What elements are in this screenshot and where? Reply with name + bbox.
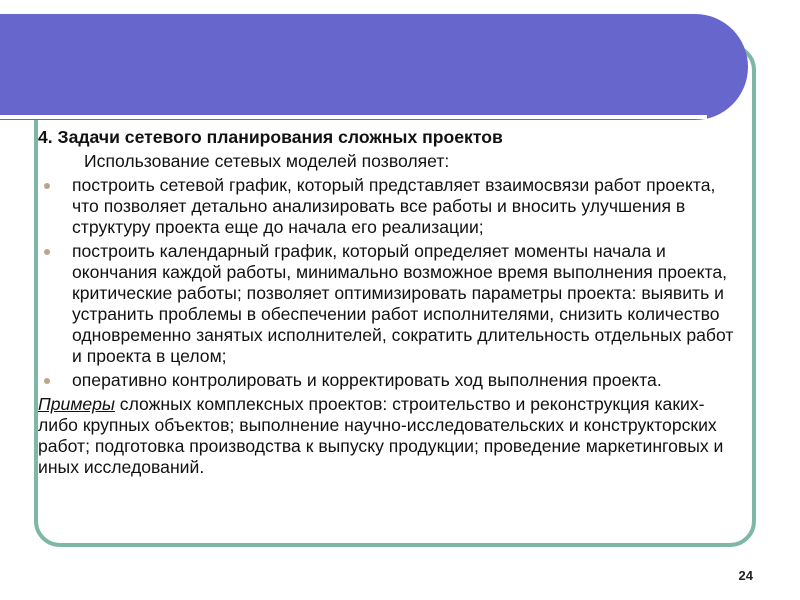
bullet-item	[38, 241, 742, 367]
header-band	[0, 14, 748, 120]
slide-heading: 4. Задачи сетевого планирования сложных проектов	[38, 127, 503, 147]
bullet-dot-icon	[44, 378, 50, 384]
slide-content	[38, 127, 742, 478]
bullet-list	[38, 175, 742, 391]
examples-text: сложных комплексных проектов: строительство и реконструкция каких-либо крупных объектов; выполнение научно-исследовательских и конструкторских работ; подготовка производства к выпуску продукции; проведение маркетинговых и иных исследований.	[38, 394, 724, 477]
intro-text: Использование сетевых моделей позволяет:	[84, 151, 450, 171]
examples-paragraph	[38, 394, 742, 478]
page-number: 24	[738, 568, 753, 583]
bullet-dot-icon	[44, 249, 50, 255]
header-rule	[0, 115, 707, 119]
bullet-text: построить сетевой график, который представляет взаимосвязи работ проекта, что позволяет детально анализировать все работы и вносить улучшения в структуру проекта еще до начала его реализации;	[72, 175, 716, 237]
bullet-item	[38, 370, 742, 391]
bullet-text: оперативно контролировать и корректировать ход выполнения проекта.	[72, 370, 662, 390]
bullet-text: построить календарный график, который определяет моменты начала и окончания каждой работы, минимально возможное время выполнения проекта, критические работы; позволяет оптимизировать параметры проекта: выявить и устранить проблемы в обеспечении работ исполнителями, снизить количество одновременно занятых исполнителей, сократить длительность отдельных работ и проекта в целом;	[72, 241, 734, 366]
bullet-dot-icon	[44, 183, 50, 189]
bullet-item	[38, 175, 742, 238]
examples-label: Примеры	[38, 394, 115, 414]
